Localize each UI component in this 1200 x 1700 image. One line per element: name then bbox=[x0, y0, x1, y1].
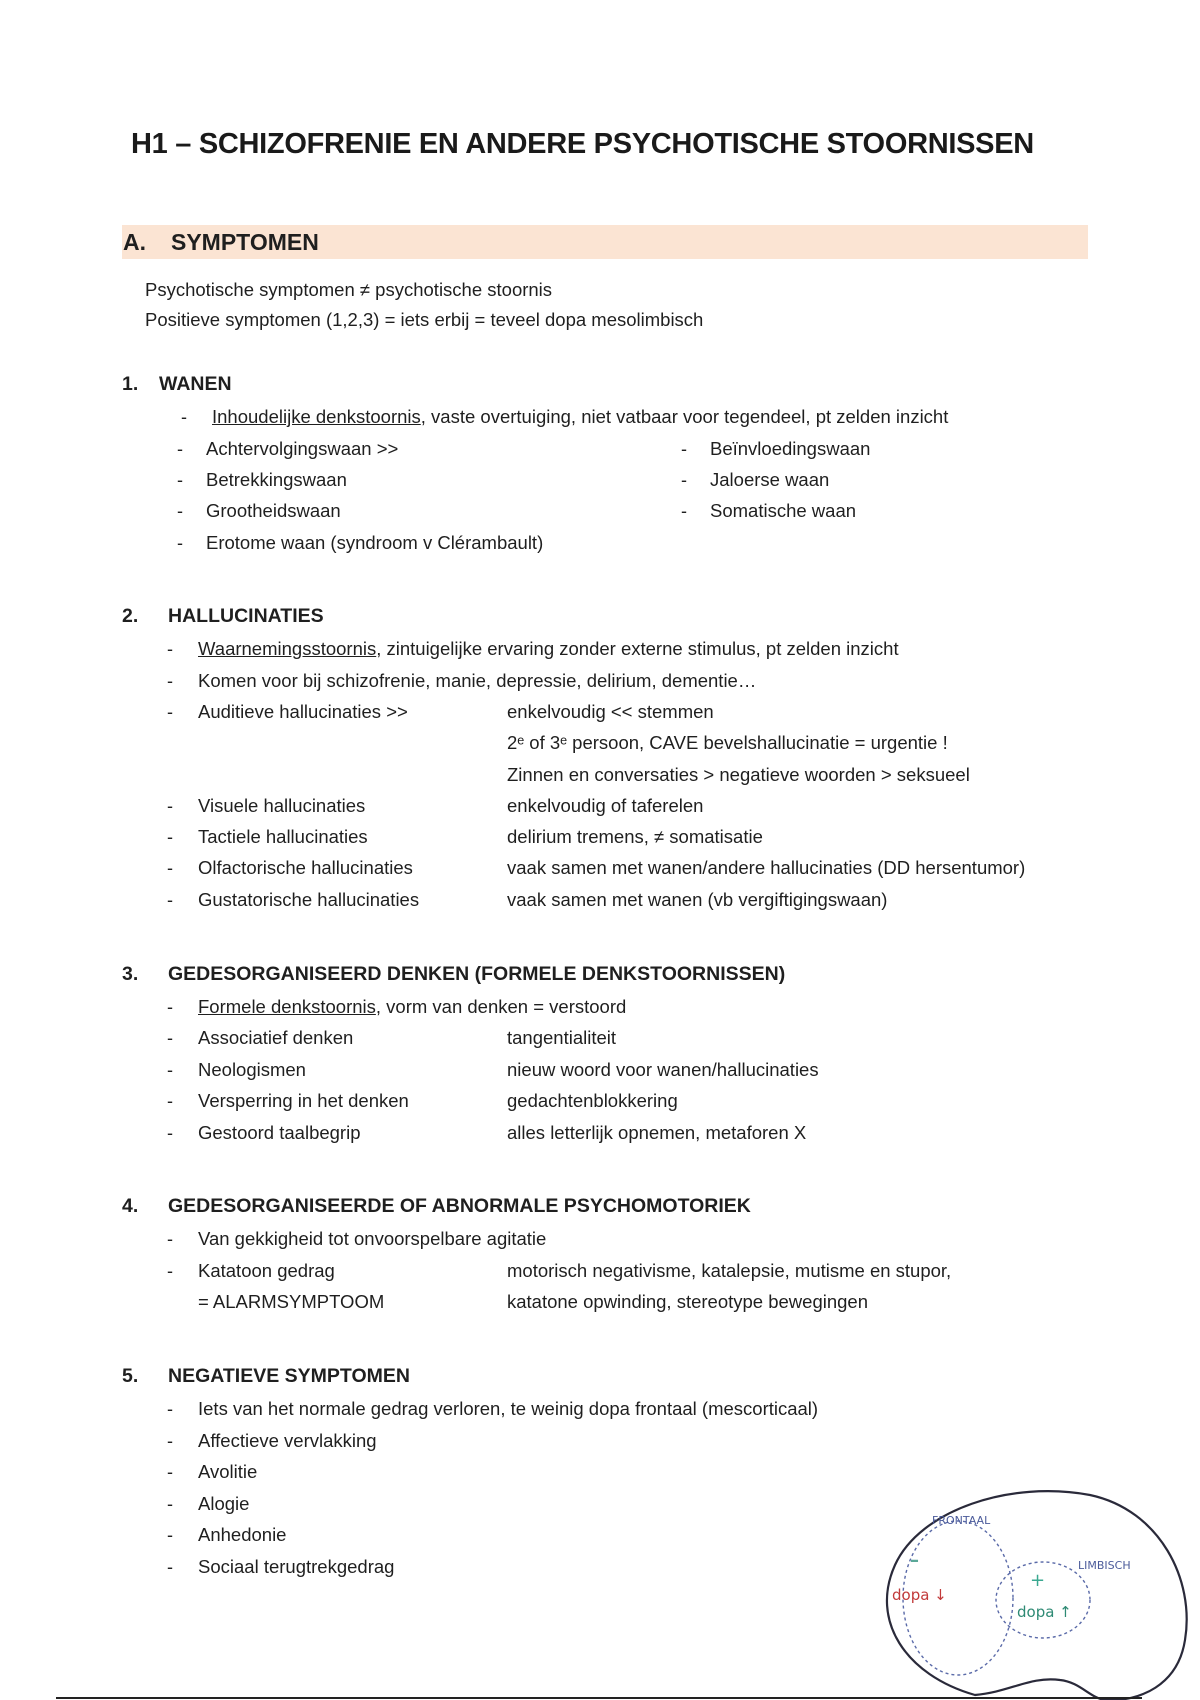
bullet-dash: - bbox=[167, 1462, 173, 1482]
negatief-item: Anhedonie bbox=[198, 1524, 287, 1545]
hall-desc: Zinnen en conversaties > negatieve woorden > seksueel bbox=[507, 764, 970, 785]
denken-def-term: Formele denkstoornis bbox=[198, 996, 376, 1017]
wanen-item: Betrekkingswaan bbox=[206, 469, 347, 490]
hall-term: Gustatorische hallucinaties bbox=[198, 889, 420, 910]
dopa-high-label: dopa ↑ bbox=[1017, 1603, 1072, 1621]
dopa-low-label: dopa ↓ bbox=[892, 1586, 947, 1604]
bullet-dash: - bbox=[167, 1494, 173, 1514]
heading-5-title: NEGATIEVE SYMPTOMEN bbox=[168, 1365, 410, 1387]
denken-term: Versperring in het denken bbox=[198, 1090, 409, 1111]
bullet-dash: - bbox=[167, 1091, 173, 1111]
negatief-item: Avolitie bbox=[198, 1461, 258, 1482]
hall-desc: enkelvoudig << stemmen bbox=[507, 701, 714, 722]
wanen-def-rest: , vaste overtuiging, niet vatbaar voor tegendeel, pt zelden inzicht bbox=[420, 406, 949, 427]
negatief-item: Sociaal terugtrekgedrag bbox=[198, 1556, 395, 1577]
minus-sign: – bbox=[910, 1550, 919, 1571]
denken-def-rest: , vorm van denken = verstoord bbox=[375, 996, 627, 1017]
negatief-item: Iets van het normale gedrag verloren, te weinig dopa frontaal (mescorticaal) bbox=[198, 1398, 819, 1419]
wanen-definition bbox=[212, 406, 948, 428]
heading-4-number: 4. bbox=[122, 1195, 139, 1217]
motoriek-desc: katatone opwinding, stereotype bewegingen bbox=[507, 1291, 869, 1312]
heading-3-title: GEDESORGANISEERD DENKEN (FORMELE DENKSTOORNISSEN) bbox=[168, 963, 786, 985]
bullet-dash: - bbox=[167, 997, 173, 1017]
wanen-item: Erotome waan (syndroom v Clérambault) bbox=[206, 532, 544, 553]
heading-3-number: 3. bbox=[122, 963, 139, 985]
bullet-dash: - bbox=[177, 533, 183, 553]
motoriek-desc: motorisch negativisme, katalepsie, mutisme en stupor, bbox=[507, 1260, 952, 1281]
brain-dopamine-sketch bbox=[860, 1470, 1190, 1700]
hall-desc: enkelvoudig of taferelen bbox=[507, 795, 704, 816]
bullet-dash: - bbox=[167, 702, 173, 722]
wanen-item: Grootheidswaan bbox=[206, 500, 341, 521]
heading-4-title: GEDESORGANISEERDE OF ABNORMALE PSYCHOMOTORIEK bbox=[168, 1195, 751, 1217]
intro-line-1: Psychotische symptomen ≠ psychotische stoornis bbox=[145, 279, 553, 300]
bullet-dash: - bbox=[167, 1261, 173, 1281]
bullet-dash: - bbox=[181, 407, 187, 427]
bullet-dash: - bbox=[167, 1557, 173, 1577]
section-letter: A. bbox=[123, 229, 146, 255]
bullet-dash: - bbox=[177, 439, 183, 459]
wanen-item: Achtervolgingswaan >> bbox=[206, 438, 399, 459]
hall-def-term: Waarnemingsstoornis bbox=[198, 638, 377, 659]
hall-term: Visuele hallucinaties bbox=[198, 795, 366, 816]
denken-desc: alles letterlijk opnemen, metaforen X bbox=[507, 1122, 807, 1143]
hall-term: Tactiele hallucinaties bbox=[198, 826, 368, 847]
plus-sign: + bbox=[1030, 1570, 1046, 1591]
bullet-dash: - bbox=[167, 1060, 173, 1080]
wanen-item: Jaloerse waan bbox=[710, 469, 830, 490]
bullet-dash: - bbox=[167, 1123, 173, 1143]
hall-definition bbox=[198, 638, 899, 660]
hall-term: Olfactorische hallucinaties bbox=[198, 857, 413, 878]
hall-desc: vaak samen met wanen (vb vergiftigingswaan) bbox=[507, 889, 888, 910]
heading-1-title: WANEN bbox=[159, 373, 232, 395]
bullet-dash: - bbox=[167, 827, 173, 847]
bullet-dash: - bbox=[167, 890, 173, 910]
intro-line-2: Positieve symptomen (1,2,3) = iets erbij = teveel dopa mesolimbisch bbox=[145, 309, 704, 330]
denken-desc: gedachtenblokkering bbox=[507, 1090, 678, 1111]
denken-term: Gestoord taalbegrip bbox=[198, 1122, 361, 1143]
denken-term: Neologismen bbox=[198, 1059, 306, 1080]
heading-5-number: 5. bbox=[122, 1365, 139, 1387]
negatief-item: Alogie bbox=[198, 1493, 250, 1514]
motoriek-term-sub: = ALARMSYMPTOOM bbox=[198, 1291, 385, 1312]
negatief-item: Affectieve vervlakking bbox=[198, 1430, 377, 1451]
bullet-dash: - bbox=[681, 439, 687, 459]
bullet-dash: - bbox=[167, 1431, 173, 1451]
motoriek-term: Katatoon gedrag bbox=[198, 1260, 335, 1281]
denken-desc: nieuw woord voor wanen/hallucinaties bbox=[507, 1059, 819, 1080]
bullet-dash: - bbox=[167, 1525, 173, 1545]
hall-term: Auditieve hallucinaties >> bbox=[198, 701, 408, 722]
denken-desc: tangentialiteit bbox=[507, 1027, 617, 1048]
wanen-item: Somatische waan bbox=[710, 500, 857, 521]
bullet-dash: - bbox=[681, 501, 687, 521]
bullet-dash: - bbox=[167, 1229, 173, 1249]
wanen-item: Beïnvloedingswaan bbox=[710, 438, 871, 459]
bullet-dash: - bbox=[167, 1399, 173, 1419]
label-limbisch: LIMBISCH bbox=[1078, 1559, 1131, 1572]
heading-2-title: HALLUCINATIES bbox=[168, 605, 324, 627]
motoriek-line: Van gekkigheid tot onvoorspelbare agitatie bbox=[198, 1228, 547, 1249]
heading-1-number: 1. bbox=[122, 373, 139, 395]
bullet-dash: - bbox=[167, 671, 173, 691]
hall-line: Komen voor bij schizofrenie, manie, depressie, delirium, dementie… bbox=[198, 670, 757, 691]
bullet-dash: - bbox=[177, 501, 183, 521]
hall-desc: delirium tremens, ≠ somatisatie bbox=[507, 826, 763, 847]
bullet-dash: - bbox=[681, 470, 687, 490]
hall-desc: 2ᵉ of 3ᵉ persoon, CAVE bevelshallucinatie = urgentie ! bbox=[507, 732, 948, 753]
heading-2-number: 2. bbox=[122, 605, 139, 627]
bullet-dash: - bbox=[167, 796, 173, 816]
bullet-dash: - bbox=[167, 858, 173, 878]
bottom-rule bbox=[56, 1697, 1142, 1699]
hall-desc: vaak samen met wanen/andere hallucinaties (DD hersentumor) bbox=[507, 857, 1026, 878]
bullet-dash: - bbox=[167, 1028, 173, 1048]
denken-term: Associatief denken bbox=[198, 1027, 354, 1048]
wanen-def-term: Inhoudelijke denkstoornis bbox=[212, 406, 421, 427]
hall-def-rest: , zintuigelijke ervaring zonder externe stimulus, pt zelden inzicht bbox=[376, 638, 899, 659]
section-title: SYMPTOMEN bbox=[171, 229, 319, 255]
bullet-dash: - bbox=[177, 470, 183, 490]
label-frontaal: FRONTAAL bbox=[932, 1514, 991, 1527]
bullet-dash: - bbox=[167, 639, 173, 659]
page-title: H1 – SCHIZOFRENIE EN ANDERE PSYCHOTISCHE STOORNISSEN bbox=[131, 128, 1034, 160]
denken-definition bbox=[198, 996, 626, 1018]
